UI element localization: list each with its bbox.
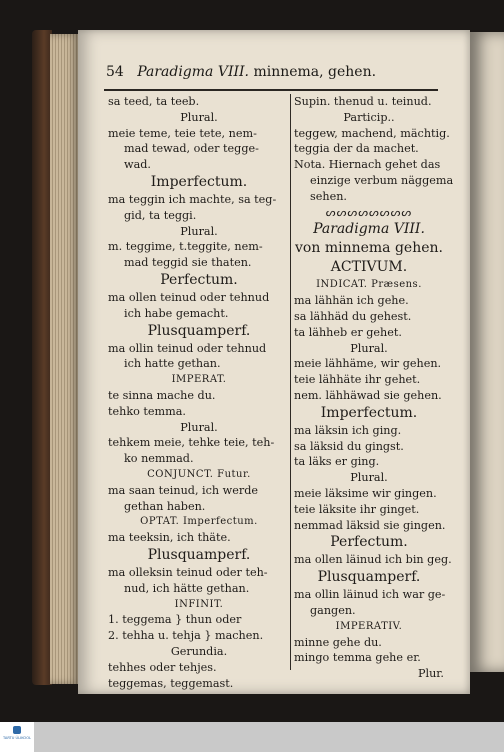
column-divider	[290, 94, 291, 670]
left-column	[108, 94, 290, 691]
text-line: sa lähhäd du gehest.	[294, 309, 412, 323]
text-line: gangen.	[310, 603, 356, 617]
section-heading: Plusquamperf.	[147, 546, 251, 563]
text-line: minne gehe du.	[294, 635, 382, 649]
text-line: mingo temma gehe er.	[294, 651, 421, 665]
text-line: mad tewad, oder tegge-	[124, 142, 259, 156]
text-line: wad.	[124, 158, 151, 172]
text-line: sa teed, ta teeb.	[108, 95, 200, 108]
text-line: ma lähhän ich gehe.	[294, 294, 409, 308]
section-subtitle: von minnema gehen.	[295, 240, 443, 257]
catchword: Plur.	[418, 667, 444, 681]
text-line: te sinna mache du.	[108, 388, 216, 402]
text-line: tehkem meie, tehke teie, teh-	[108, 436, 275, 450]
text-line: nud, ich hätte gethan.	[124, 581, 250, 595]
text-line: 1. teggema } thun oder	[108, 613, 242, 627]
text-line: Supin. thenud u. teinud.	[294, 95, 432, 108]
text-line: ma läksin ich ging.	[294, 423, 402, 437]
text-line: teggia der da machet.	[294, 142, 419, 156]
text-line: gid, ta teggi.	[124, 208, 197, 222]
text-line: Plural.	[350, 341, 388, 355]
book-cover	[32, 30, 52, 685]
paradigm-subtitle: minnema, gehen.	[253, 64, 377, 80]
text-line: m. teggime, t.teggite, nem-	[108, 240, 263, 254]
page-header	[106, 64, 376, 80]
text-line: ko nemmad.	[124, 452, 194, 466]
page-number: 54	[106, 64, 124, 80]
footer-bar	[34, 722, 504, 752]
text-line: ma ollen läinud ich bin geg.	[294, 553, 452, 567]
library-logo	[0, 722, 34, 752]
text-line: Nota. Hiernach gehet das	[294, 158, 441, 172]
text-line: mad teggid sie thaten.	[124, 256, 252, 270]
section-heading: Perfectum.	[330, 534, 408, 551]
logo-icon	[13, 726, 21, 734]
text-line: teie lähhäte ihr gehet.	[294, 373, 421, 387]
ornament-divider: ᔕᔕᔕᔕᔕᔕᔕᔕ	[325, 205, 413, 219]
text-line: Plural.	[180, 420, 218, 434]
text-line: ta läks er ging.	[294, 455, 380, 469]
text-line: Plural.	[180, 224, 218, 238]
text-line: teggemas, teggemast.	[108, 676, 234, 690]
section-heading: Imperfectum.	[320, 404, 418, 421]
section-title: Paradigma VIII.	[313, 221, 425, 238]
section-heading: IMPERATIV.	[335, 620, 403, 632]
text-line: meie läksime wir gingen.	[294, 486, 437, 500]
text-line: ma ollen teinud oder tehnud	[108, 290, 270, 304]
text-line: sa läksid du gingst.	[294, 439, 404, 453]
text-line: sehen.	[310, 189, 347, 203]
text-line: gethan haben.	[124, 499, 206, 513]
text-line: meie teme, teie tete, nem-	[108, 126, 257, 140]
text-line: Plural.	[180, 110, 218, 124]
text-line: nemmad läksid sie gingen.	[294, 518, 446, 532]
text-line: ta lähheb er gehet.	[294, 325, 402, 339]
section-heading: INDICAT. Præsens.	[316, 279, 422, 291]
text-line: ma teeksin, ich thäte.	[108, 531, 231, 545]
section-heading: CONJUNCT. Futur.	[147, 468, 251, 480]
section-heading: Plusquamperf.	[317, 569, 421, 586]
text-line: teie läksite ihr ginget.	[294, 502, 420, 516]
text-line: meie lähhäme, wir gehen.	[294, 357, 442, 371]
text-line: ich hatte gethan.	[124, 357, 221, 371]
section-heading: Perfectum.	[160, 271, 238, 288]
text-line: ma ollin läinud ich war ge-	[294, 588, 446, 602]
text-line: tehko temma.	[108, 404, 186, 418]
section-heading: IMPERAT.	[171, 374, 227, 386]
header-rule	[104, 89, 438, 91]
text-line: Plural.	[350, 471, 388, 485]
page-edges	[50, 34, 80, 684]
section-heading: OPTAT. Imperfectum.	[140, 516, 258, 528]
text-line: ich habe gemacht.	[124, 306, 229, 320]
section-heading: ACTIVUM.	[330, 259, 408, 276]
section-heading: Plusquamperf.	[147, 322, 251, 339]
text-line: ma saan teinud, ich werde	[108, 483, 258, 497]
section-heading: Imperfectum.	[150, 173, 248, 190]
text-line: teggew, machend, mächtig.	[294, 126, 450, 140]
logo-text: TARTU ÜLIKOOL	[2, 736, 32, 740]
section-heading: INFINIT.	[174, 598, 224, 610]
text-line: tehhes oder tehjes.	[108, 660, 217, 674]
text-line: einzige verbum näggema	[310, 173, 454, 187]
text-line: 2. tehha u. tehja } machen.	[108, 629, 264, 643]
text-line: ma ollin teinud oder tehnud	[108, 341, 267, 355]
text-line: Gerundia.	[170, 644, 228, 658]
text-line: Particip..	[343, 110, 395, 124]
facing-page	[470, 32, 504, 672]
text-line: nem. lähhäwad sie gehen.	[294, 388, 442, 402]
text-line: ma teggin ich machte, sa teg-	[108, 192, 277, 206]
paradigm-title: Paradigma VIII.	[137, 64, 249, 80]
text-line: ma olleksin teinud oder teh-	[108, 565, 268, 579]
right-column	[294, 94, 454, 682]
